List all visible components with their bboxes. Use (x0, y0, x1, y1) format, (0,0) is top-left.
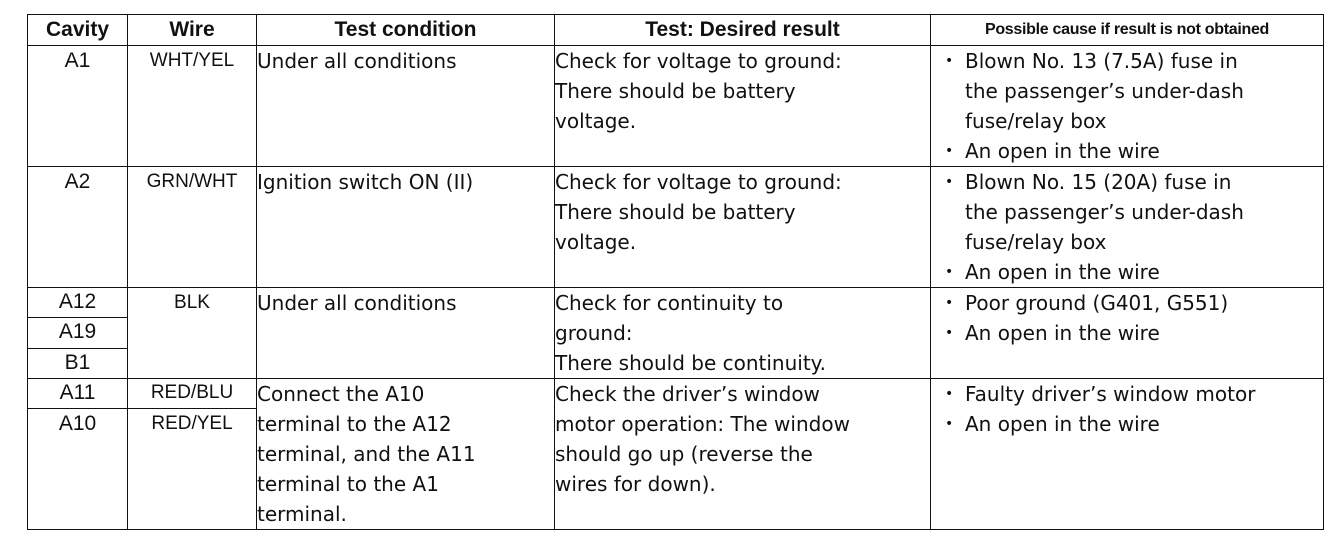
cause-line: the passenger’s under-dash (965, 200, 1244, 224)
result-line: should go up (reverse the (555, 442, 813, 466)
cause-item (945, 288, 1323, 318)
cause-line: • An open in the wire (965, 321, 1160, 345)
cause-item (945, 379, 1323, 409)
condition-line: terminal, and the A11 (257, 442, 476, 466)
header-cavity: Cavity (28, 15, 128, 46)
cause-cell (931, 288, 1324, 379)
result-line: voltage. (555, 109, 637, 133)
header-possible-cause: Possible cause if result is not obtained (931, 15, 1324, 46)
result-line: Check for voltage to ground: (555, 49, 842, 73)
cause-line: • Blown No. 15 (20A) fuse in (965, 170, 1232, 194)
cause-list (931, 379, 1323, 439)
result-line: wires for down). (555, 472, 716, 496)
cause-item (945, 409, 1323, 439)
result-line: Check for continuity to (555, 291, 784, 315)
wire-cell: BLK (128, 288, 257, 379)
cause-cell (931, 379, 1324, 530)
wire-cell: WHT/YEL (128, 46, 257, 167)
cause-item (945, 46, 1323, 136)
result-line: There should be battery (555, 200, 796, 224)
result-line: voltage. (555, 230, 637, 254)
result-line: ground: (555, 321, 633, 345)
result-line: Check for voltage to ground: (555, 170, 842, 194)
condition-cell (257, 379, 555, 530)
result-cell (555, 288, 931, 379)
wire-cell: RED/BLU (128, 379, 257, 409)
cause-list (931, 46, 1323, 166)
header-row (28, 15, 1324, 46)
result-line: There should be battery (555, 79, 796, 103)
cause-line: fuse/relay box (965, 109, 1107, 133)
cause-item (945, 167, 1323, 257)
result-line: Check the driver’s window (555, 382, 820, 406)
wire-cell: GRN/WHT (128, 167, 257, 288)
cavity-cell: A11 (28, 379, 128, 409)
cavity-cell: A10 (28, 409, 128, 530)
cause-line: • An open in the wire (965, 260, 1160, 284)
condition-line: Connect the A10 (257, 382, 425, 406)
header-desired-result: Test: Desired result (555, 15, 931, 46)
header-test-condition: Test condition (257, 15, 555, 46)
condition-cell: Under all conditions (257, 46, 555, 167)
header-wire: Wire (128, 15, 257, 46)
condition-line: terminal to the A1 (257, 472, 439, 496)
cause-list (931, 167, 1323, 287)
result-cell (555, 379, 931, 530)
cause-item (945, 257, 1323, 287)
wire-cell: RED/YEL (128, 409, 257, 530)
cause-item (945, 136, 1323, 166)
condition-line: terminal. (257, 502, 347, 526)
cause-item (945, 318, 1323, 348)
wiring-test-table (27, 14, 1324, 530)
cause-line: • Faulty driver’s window motor (965, 382, 1256, 406)
condition-line: terminal to the A12 (257, 412, 452, 436)
condition-cell: Ignition switch ON (II) (257, 167, 555, 288)
table-row (28, 379, 1324, 409)
result-line: There should be continuity. (555, 351, 827, 375)
cause-cell (931, 167, 1324, 288)
result-cell (555, 46, 931, 167)
cause-line: • Blown No. 13 (7.5A) fuse in (965, 49, 1238, 73)
wiring-test-table-container (27, 14, 1324, 530)
cause-line: • Poor ground (G401, G551) (965, 291, 1229, 315)
condition-cell: Under all conditions (257, 288, 555, 379)
table-row (28, 167, 1324, 288)
cause-line: fuse/relay box (965, 230, 1107, 254)
cause-line: the passenger’s under-dash (965, 79, 1244, 103)
cause-line: • An open in the wire (965, 139, 1160, 163)
cause-list (931, 288, 1323, 348)
cavity-cell: A19 (28, 318, 128, 348)
cause-line: • An open in the wire (965, 412, 1160, 436)
result-cell (555, 167, 931, 288)
cavity-cell: A1 (28, 46, 128, 167)
cavity-cell: B1 (28, 348, 128, 378)
table-row (28, 46, 1324, 167)
table-row (28, 288, 1324, 318)
cavity-cell: A2 (28, 167, 128, 288)
cause-cell (931, 46, 1324, 167)
cavity-cell: A12 (28, 288, 128, 318)
result-line: motor operation: The window (555, 412, 850, 436)
